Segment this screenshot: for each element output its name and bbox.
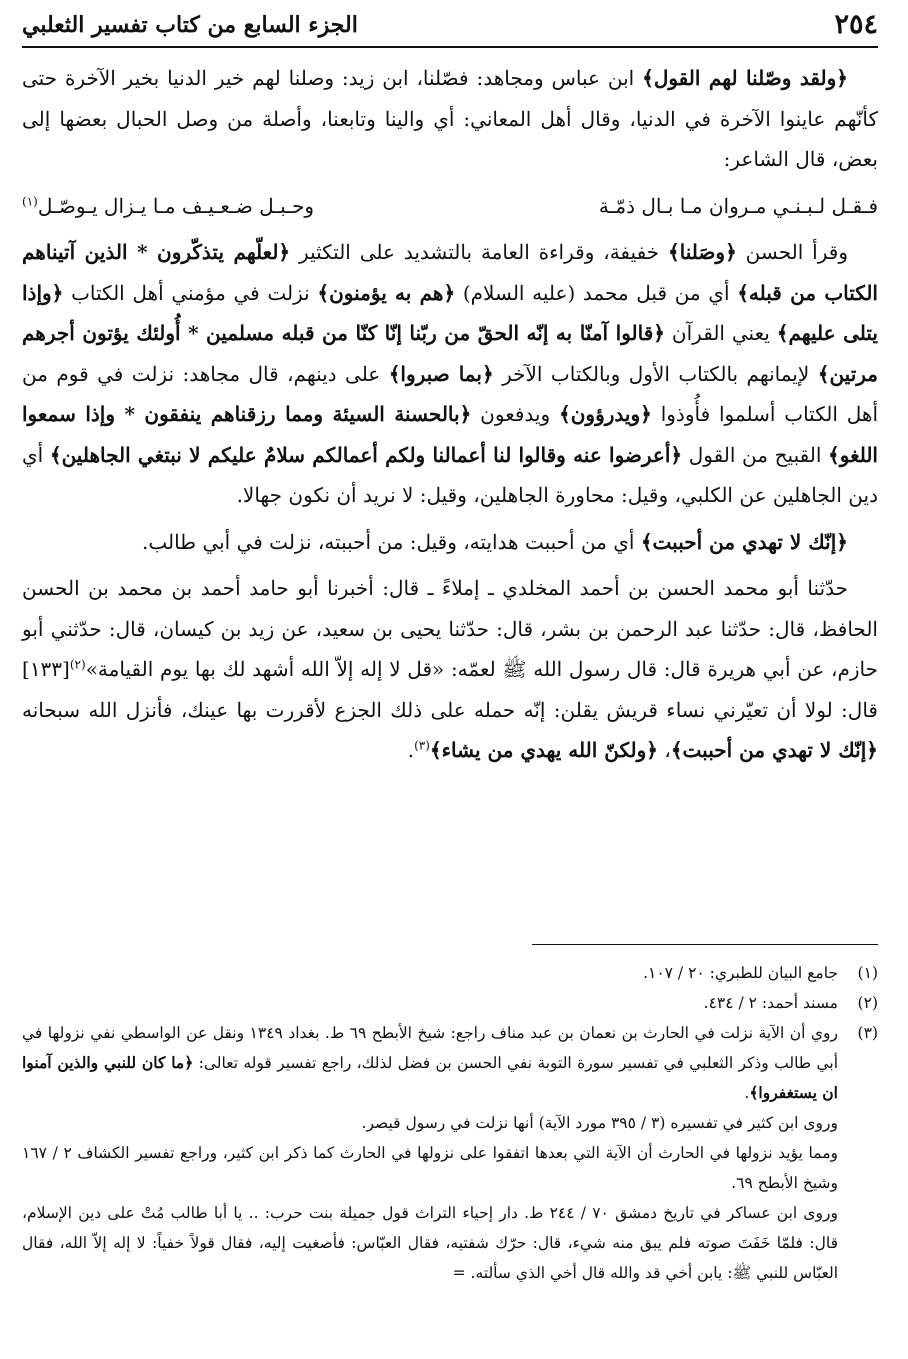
text-run: ، bbox=[658, 738, 671, 762]
text-run: أي من أحببت هدايته، وقيل: من أحببته، نزلت في أبي طالب. bbox=[141, 529, 641, 554]
footnote-2 bbox=[22, 988, 878, 1018]
text-run: نزلت في مؤمني أهل الكتاب bbox=[63, 280, 318, 305]
running-title: الجزء السابع من كتاب تفسير الثعلبي bbox=[22, 12, 358, 38]
text-run: [١٣٣] قال: لولا أن تعيّرني نساء قريش يقلن: إنّه حمله على ذلك الجزع لأقررت بها عينك، فأنزل الله سبحانه bbox=[22, 657, 878, 722]
quran-quote: ﴿إنّك لا تهدي من أحببت﴾ bbox=[670, 738, 878, 762]
footnote-marker: (٢) bbox=[69, 657, 86, 672]
footnote-body bbox=[22, 1018, 838, 1288]
quran-quote: ﴿أعرضوا عنه وقالوا لنا أعمالنا ولكم أعمالكم سلامٌ عليكم لا نبتغي الجاهلين﴾ bbox=[49, 442, 683, 467]
text-run: . bbox=[744, 1084, 750, 1102]
footnote-line: وروى ابن كثير في تفسيره (٣ / ٣٩٥ مورد الآية) أنها نزلت في رسول قيصر. bbox=[361, 1114, 838, 1132]
text-run: القبيح من القول bbox=[682, 442, 829, 467]
page-number: ٢٥٤ bbox=[834, 9, 878, 40]
quran-quote: ﴿بما صبروا﴾ bbox=[388, 361, 494, 386]
quran-quote: ﴿قالوا آمنّا به إنّه الحقّ من ربّنا إنّا كنّا من قبله مسلمين * أُولئك يؤتون أجرهم مرتين﴾ bbox=[22, 321, 879, 386]
footnote-number: (١) bbox=[857, 964, 878, 982]
poetry-verse bbox=[22, 186, 878, 227]
footnotes bbox=[22, 958, 878, 1288]
footnote-body bbox=[22, 958, 838, 988]
text-run: . bbox=[407, 738, 415, 762]
main-text bbox=[22, 58, 878, 777]
text-run: يعني القرآن bbox=[665, 321, 777, 345]
footnote-number: (٣) bbox=[857, 1024, 878, 1042]
text-run: لإيمانهم بالكتاب الأول وبالكتاب الآخر bbox=[493, 361, 818, 386]
paragraph-3 bbox=[22, 522, 878, 563]
footnote-line: جامع البيان للطبري: ٢٠ / ١٠٧. bbox=[643, 964, 838, 982]
footnote-body bbox=[22, 988, 838, 1018]
quran-quote: ﴿ولقد وصّلنا لهم القول﴾ bbox=[642, 66, 848, 90]
footnote-number: (٢) bbox=[857, 994, 878, 1012]
text-run: حدّثنا أبو محمد الحسن بن أحمد المخلدي ـ إملاءً ـ قال: أخبرنا أبو حامد أحمد بن محمد بن الحسن الحافظ، قال: حدّثنا عبد الرحمن بن بشر، قال: حدّثنا يحيى بن سعيد، عن زيد بن كيسان، قال: حدّثني أبو حازم، عن أبي هريرة قال: قال رسول الله ﷺ لعمّه: «قل لا إله إلاّ الله أشهد لك بها يوم القيامة» bbox=[22, 576, 878, 681]
text-run: وقرأ الحسن bbox=[736, 240, 848, 264]
footnote-line: ومما يؤيد نزولها في الحارث أن الآية التي بعدها اتفقوا على نزولها في الحارث كما ذكر ابن كثير، وراجع تفسير الكشاف ٢ / ١٦٧ وشيخ الأبطح ٦٩. bbox=[22, 1144, 839, 1192]
footnote-marker: (٣) bbox=[414, 738, 430, 753]
text-run: روي أن الآية نزلت في الحارث بن نعمان بن عبد مناف راجع: شيخ الأبطح ٦٩ ط. بغداد ١٣٤٩ ونقل عن الواسطي نفي نزولها في أبي طالب وذكر الثعلبي في تفسير سورة التوبة نفي الحسن بن فضل لذلك، راجع تفسير قوله تعالى: bbox=[22, 1024, 839, 1072]
quran-quote: ﴿وصَلنا﴾ bbox=[667, 240, 737, 264]
footnote-line: مسند أحمد: ٢ / ٤٣٤. bbox=[703, 994, 838, 1012]
text-run: خفيفة، وقراءة العامة بالتشديد على التكثير bbox=[290, 240, 668, 264]
footnote-line bbox=[22, 1018, 838, 1108]
page-header bbox=[22, 6, 878, 48]
verse-second-hemistich bbox=[22, 186, 314, 227]
paragraph-2 bbox=[22, 232, 878, 516]
verse-first-hemistich: فـقـل لـبـنـي مـروان مـا بـال ذمّـة bbox=[598, 193, 878, 218]
text-run: أي من قبل محمد (عليه السلام) bbox=[455, 280, 738, 305]
footnote-divider bbox=[532, 944, 878, 945]
footnote-3 bbox=[22, 1018, 878, 1288]
quran-quote: ﴿لعلّهم يتذكّرون * الذين آتيناهم الكتاب من قبله﴾ bbox=[22, 240, 878, 305]
quran-quote: ﴿ولكنّ الله يهدي من يشاء﴾ bbox=[429, 738, 658, 762]
text-run: أي دين الجاهلين عن الكلبي، وقيل: محاورة الجاهلين، وقيل: لا نريد أن نكون جهالا. bbox=[22, 442, 878, 507]
paragraph-4 bbox=[22, 568, 878, 771]
quran-quote: ﴿هم به يؤمنون﴾ bbox=[317, 280, 456, 305]
quran-quote: ﴿وإذا يتلى عليهم﴾ bbox=[22, 280, 878, 345]
footnote-line: وروى ابن عساكر في تاريخ دمشق ٧٠ / ٢٤٤ ط. دار إحياء التراث قول جميلة بنت حرب: .. يا أبا طالب مُتْ على دين الإسلام، قال: فلمّا خَفَتَ صوته فلم يبق منه شيء، قال: حرّك شفتيه، فقال العبّاس: فأصغيت إليه، فقال قولاً خفياً: لا إله إلاّ الله، فقال العبّاس للنبي ﷺ: يابن أخي قد والله قال أخي الذي سألته. = bbox=[22, 1204, 838, 1282]
footnote-1 bbox=[22, 958, 878, 988]
text-run: على دينهم، قال مجاهد: نزلت في قوم من أهل الكتاب أسلموا فأُوذوا bbox=[22, 361, 879, 426]
quran-quote: ﴿بالحسنة السيئة ومما رزقناهم ينفقون * وإذا سمعوا اللغو﴾ bbox=[22, 402, 878, 467]
quran-quote: ﴿إنّك لا تهدي من أحببت﴾ bbox=[640, 529, 848, 554]
verse-second-text: وحـبـل ضـعـيـف مـا يـزال يـوصّـل bbox=[37, 193, 315, 218]
footnote-marker: (١) bbox=[22, 193, 38, 208]
quran-quote: ﴿ويدرؤون﴾ bbox=[559, 402, 652, 426]
paragraph-1 bbox=[22, 58, 878, 180]
text-run: ويدفعون bbox=[471, 402, 559, 426]
text-run: ابن عباس ومجاهد: فصّلنا، ابن زيد: وصلنا لهم خير الدنيا بخير الآخرة حتى كأنّهم عاينوا الآخرة في الدنيا، وقال أهل المعاني: أي والينا وتابعنا، وأصلة من وصل الحبال بعضها إلى بعض، قال الشاعر: bbox=[22, 66, 878, 171]
quran-quote: ﴿ما كان للنبي والذين آمنوا ان يستغفروا﴾ bbox=[22, 1053, 838, 1102]
